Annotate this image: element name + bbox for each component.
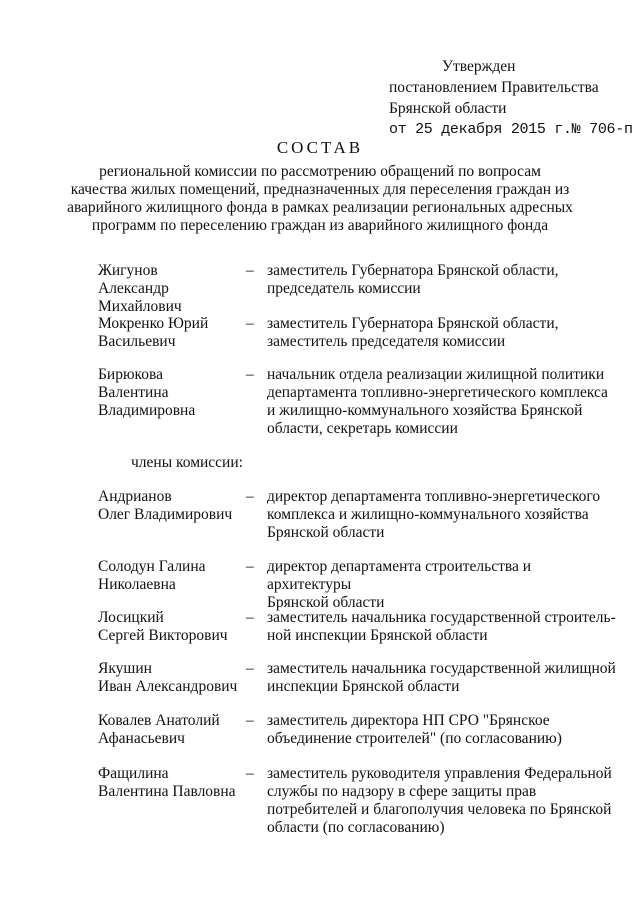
dash-separator: –	[246, 765, 254, 782]
member-position	[267, 765, 617, 837]
position-line: службы по надзору в сфере защиты прав	[267, 783, 537, 800]
member-position	[267, 558, 617, 612]
name-line: Владимировна	[98, 402, 196, 419]
position-line: директор департамента топливно-энергетического	[267, 488, 601, 505]
name-line: Васильевич	[98, 333, 176, 350]
position-line: заместитель Губернатора Брянской области,	[267, 262, 559, 279]
position-line: заместитель руководителя управления Федеральной	[267, 765, 612, 782]
position-line: начальник отдела реализации жилищной политики	[267, 366, 605, 383]
name-line: Олег Владимирович	[98, 506, 233, 523]
name-line: Валентина Павловна	[98, 783, 236, 800]
position-line: объединение строителей" (по согласованию)	[267, 730, 562, 747]
subtitle-line: аварийного жилищного фонда в рамках реализации региональных адресных	[67, 199, 573, 216]
dash-separator: –	[246, 712, 254, 729]
position-line: и жилищно-коммунального хозяйства Брянской	[267, 402, 583, 419]
dash-separator: –	[246, 262, 254, 279]
document-title: СОСТАВ	[276, 138, 364, 157]
position-line: заместитель Губернатора Брянской области,	[267, 315, 559, 332]
member-position	[267, 712, 617, 748]
member-name	[98, 315, 248, 351]
position-line: заместитель начальника государственной жилищной	[267, 660, 616, 677]
member-name	[98, 366, 248, 420]
member-position	[267, 660, 617, 696]
name-line: Лосицкий	[98, 609, 164, 626]
member-position	[267, 366, 617, 438]
member-name	[98, 262, 248, 316]
name-line: Николаевна	[98, 576, 176, 593]
member-name	[98, 488, 248, 524]
dash-separator: –	[246, 609, 254, 626]
position-line: потребителей и благополучия человека по Брянской	[267, 801, 612, 818]
position-line: комплекса и жилищно-коммунального хозяйства	[267, 506, 589, 523]
name-line: Фащилина	[98, 765, 169, 782]
name-line: Якушин	[98, 660, 152, 677]
dash-separator: –	[246, 488, 254, 505]
dash-separator: –	[246, 366, 254, 383]
member-position	[267, 488, 617, 542]
dash-separator: –	[246, 660, 254, 677]
member-position	[267, 609, 617, 645]
name-line: Андрианов	[98, 488, 172, 505]
position-line: заместитель начальника государственной строитель-	[267, 609, 616, 626]
approval-line-1: Утвержден	[442, 58, 516, 75]
approval-stamp	[389, 56, 633, 140]
name-line: Валентина	[98, 384, 169, 401]
position-line: директор департамента строительства и архитектуры	[267, 558, 532, 593]
member-name	[98, 712, 248, 748]
member-name	[98, 609, 248, 645]
approval-line-3: Брянской области	[389, 100, 507, 117]
position-line: департамента топливно-энергетического комплекса	[267, 384, 608, 401]
dash-separator: –	[246, 558, 254, 575]
name-line: Мокренко Юрий	[98, 315, 209, 332]
position-line: ной инспекции Брянской области	[267, 627, 488, 644]
member-name	[98, 660, 248, 696]
position-line: инспекции Брянской области	[267, 678, 460, 695]
document-subtitle	[60, 163, 580, 235]
position-line: области (по согласованию)	[267, 819, 445, 836]
members-label: члены комиссии:	[131, 454, 243, 471]
name-line: Сергей Викторович	[98, 627, 228, 644]
name-line: Иван Александрович	[98, 678, 238, 695]
position-line: Брянской области	[267, 524, 385, 541]
name-line: Жигунов	[98, 262, 158, 279]
dash-separator: –	[246, 315, 254, 332]
position-line: заместитель директора НП СРО "Брянское	[267, 712, 550, 729]
position-line: председатель комиссии	[267, 280, 421, 297]
name-line: Александр Михайлович	[98, 280, 182, 315]
name-line: Бирюкова	[98, 366, 164, 383]
subtitle-line: программ по переселению граждан из аварийного жилищного фонда	[91, 217, 549, 234]
position-line: области, секретарь комиссии	[267, 420, 458, 437]
subtitle-line: качества жилых помещений, предназначенных для переселения граждан из	[70, 181, 570, 198]
approval-line-4: от 25 декабря 2015 г.№ 706-п	[389, 121, 633, 138]
position-line: заместитель председателя комиссии	[267, 333, 506, 350]
name-line: Афанасьевич	[98, 730, 185, 747]
position-line: Брянской области	[267, 594, 385, 611]
name-line: Солодун Галина	[98, 558, 206, 575]
member-name	[98, 765, 248, 801]
subtitle-line: региональной комиссии по рассмотрению обращений по вопросам	[99, 163, 541, 180]
member-name	[98, 558, 248, 594]
member-position	[267, 262, 617, 298]
member-position	[267, 315, 617, 351]
name-line: Ковалев Анатолий	[98, 712, 220, 729]
approval-line-2: постановлением Правительства	[389, 79, 599, 96]
